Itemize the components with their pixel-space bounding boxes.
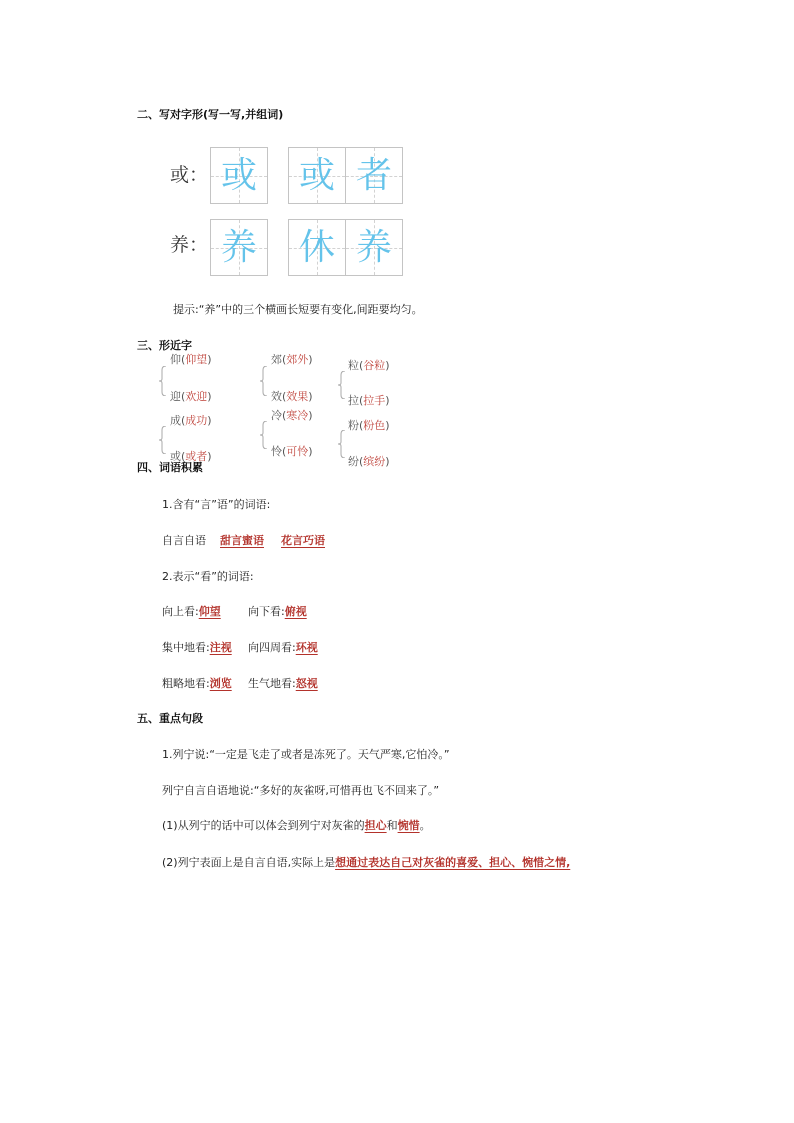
look-word-item <box>162 677 232 691</box>
look-word-answer: 浏览 <box>209 677 232 690</box>
similar-word: 拉手 <box>363 394 386 407</box>
similar-char-entry <box>348 359 390 373</box>
similar-char: 怜( <box>271 445 287 458</box>
brace-icon <box>260 366 268 396</box>
question-text: 和 <box>386 819 398 832</box>
similar-char-entry <box>170 353 212 367</box>
look-word-answer: 注视 <box>209 641 232 654</box>
question-answer: 担心 <box>364 819 387 832</box>
look-word-label: 粗略地看: <box>162 677 210 690</box>
look-word-answer: 俯视 <box>284 605 307 618</box>
paren-close: ) <box>207 414 212 427</box>
grid-character: 养 <box>355 226 392 268</box>
similar-word: 可怜 <box>286 445 309 458</box>
section-title-passage: 五、重点句段 <box>137 712 203 725</box>
similar-char: 仰( <box>170 353 186 366</box>
paren-close: ) <box>308 445 313 458</box>
paren-close: ) <box>385 455 390 468</box>
grid-character: 者 <box>355 154 392 196</box>
similar-char-entry <box>348 419 390 433</box>
similar-char: 粉( <box>348 419 364 432</box>
look-word-answer: 环视 <box>295 641 318 654</box>
look-word-item <box>162 605 221 619</box>
words-q1-answer: 花言巧语 <box>281 534 325 547</box>
similar-word: 欢迎 <box>185 390 208 403</box>
paren-close: ) <box>207 450 212 463</box>
paren-close: ) <box>385 394 390 407</box>
question-answer: 想通过表达自己对灰雀的喜爱、担心、惋惜之情, <box>335 856 571 869</box>
question-text: 。 <box>419 819 431 832</box>
grid-box-model <box>210 219 268 276</box>
brace-icon <box>159 366 167 396</box>
similar-char-entry <box>271 353 313 367</box>
look-word-label: 集中地看: <box>162 641 210 654</box>
paren-close: ) <box>207 390 212 403</box>
similar-char: 冷( <box>271 409 287 422</box>
grid-box-word <box>345 219 403 276</box>
grid-character: 休 <box>298 226 335 268</box>
similar-char: 成( <box>170 414 186 427</box>
look-word-label: 向四周看: <box>248 641 296 654</box>
similar-word: 谷粒 <box>363 359 386 372</box>
grid-character: 或 <box>298 154 335 196</box>
similar-word: 效果 <box>286 390 309 403</box>
brace-icon <box>260 421 268 449</box>
section-title-words: 四、词语积累 <box>137 461 203 474</box>
similar-char: 粒( <box>348 359 364 372</box>
question-text: (2)列宁表面上是自言自语,实际上是 <box>162 856 336 869</box>
passage-quote-1: 1.列宁说:“一定是飞走了或者是冻死了。天气严寒,它怕冷。” <box>162 748 450 761</box>
similar-word: 成功 <box>185 414 208 427</box>
words-q1-prompt: 1.含有“言”语”的词语: <box>162 498 271 511</box>
similar-char: 或( <box>170 450 186 463</box>
similar-char-entry <box>170 414 212 428</box>
similar-char-entry <box>271 409 313 423</box>
paren-close: ) <box>385 359 390 372</box>
look-word-label: 向上看: <box>162 605 199 618</box>
question-text: (1)从列宁的话中可以体会到列宁对灰雀的 <box>162 819 365 832</box>
look-word-label: 向下看: <box>248 605 285 618</box>
similar-char-entry <box>348 455 390 469</box>
section-title-similar: 三、形近字 <box>137 339 192 352</box>
similar-char: 效( <box>271 390 287 403</box>
brace-icon <box>338 430 346 458</box>
grid-character: 或 <box>220 154 257 196</box>
similar-word: 缤纷 <box>363 455 386 468</box>
similar-char-entry <box>170 390 212 404</box>
similar-char: 纷( <box>348 455 364 468</box>
look-word-answer: 仰望 <box>198 605 221 618</box>
write-row-label: 或： <box>170 164 209 186</box>
look-word-answer: 怒视 <box>295 677 318 690</box>
grid-box-model <box>210 147 268 204</box>
grid-box-word <box>288 147 346 204</box>
grid-box-word <box>288 219 346 276</box>
question-answer: 惋惜 <box>397 819 420 832</box>
brace-icon <box>338 371 346 399</box>
paren-close: ) <box>308 409 313 422</box>
words-q1-example: 自言自语 <box>162 534 206 547</box>
similar-word: 或者 <box>185 450 208 463</box>
look-word-item <box>162 641 232 655</box>
look-word-item <box>248 641 318 655</box>
similar-char: 迎( <box>170 390 186 403</box>
similar-char: 郊( <box>271 353 287 366</box>
section-title-write: 二、写对字形(写一写,并组词) <box>137 108 284 121</box>
look-word-label: 生气地看: <box>248 677 296 690</box>
look-word-item <box>248 605 307 619</box>
paren-close: ) <box>308 353 313 366</box>
passage-quote-2: 列宁自言自语地说:“多好的灰雀呀,可惜再也飞不回来了。” <box>162 784 440 797</box>
passage-question-1 <box>162 819 431 833</box>
similar-word: 郊外 <box>286 353 309 366</box>
similar-char-entry <box>348 394 390 408</box>
similar-word: 寒冷 <box>286 409 309 422</box>
paren-close: ) <box>308 390 313 403</box>
similar-char: 拉( <box>348 394 364 407</box>
look-word-item <box>248 677 318 691</box>
similar-char-entry <box>271 445 313 459</box>
similar-char-entry <box>271 390 313 404</box>
write-row-label: 养： <box>170 234 209 256</box>
similar-word: 粉色 <box>363 419 386 432</box>
grid-box-word <box>345 147 403 204</box>
similar-word: 仰望 <box>185 353 208 366</box>
paren-close: ) <box>385 419 390 432</box>
brace-icon <box>159 426 167 454</box>
grid-character: 养 <box>220 226 257 268</box>
words-q1-answer: 甜言蜜语 <box>220 534 264 547</box>
words-q2-prompt: 2.表示“看”的词语: <box>162 570 254 583</box>
write-hint: 提示:“养”中的三个横画长短要有变化,间距要均匀。 <box>173 303 423 316</box>
paren-close: ) <box>207 353 212 366</box>
passage-question-2 <box>162 856 570 870</box>
